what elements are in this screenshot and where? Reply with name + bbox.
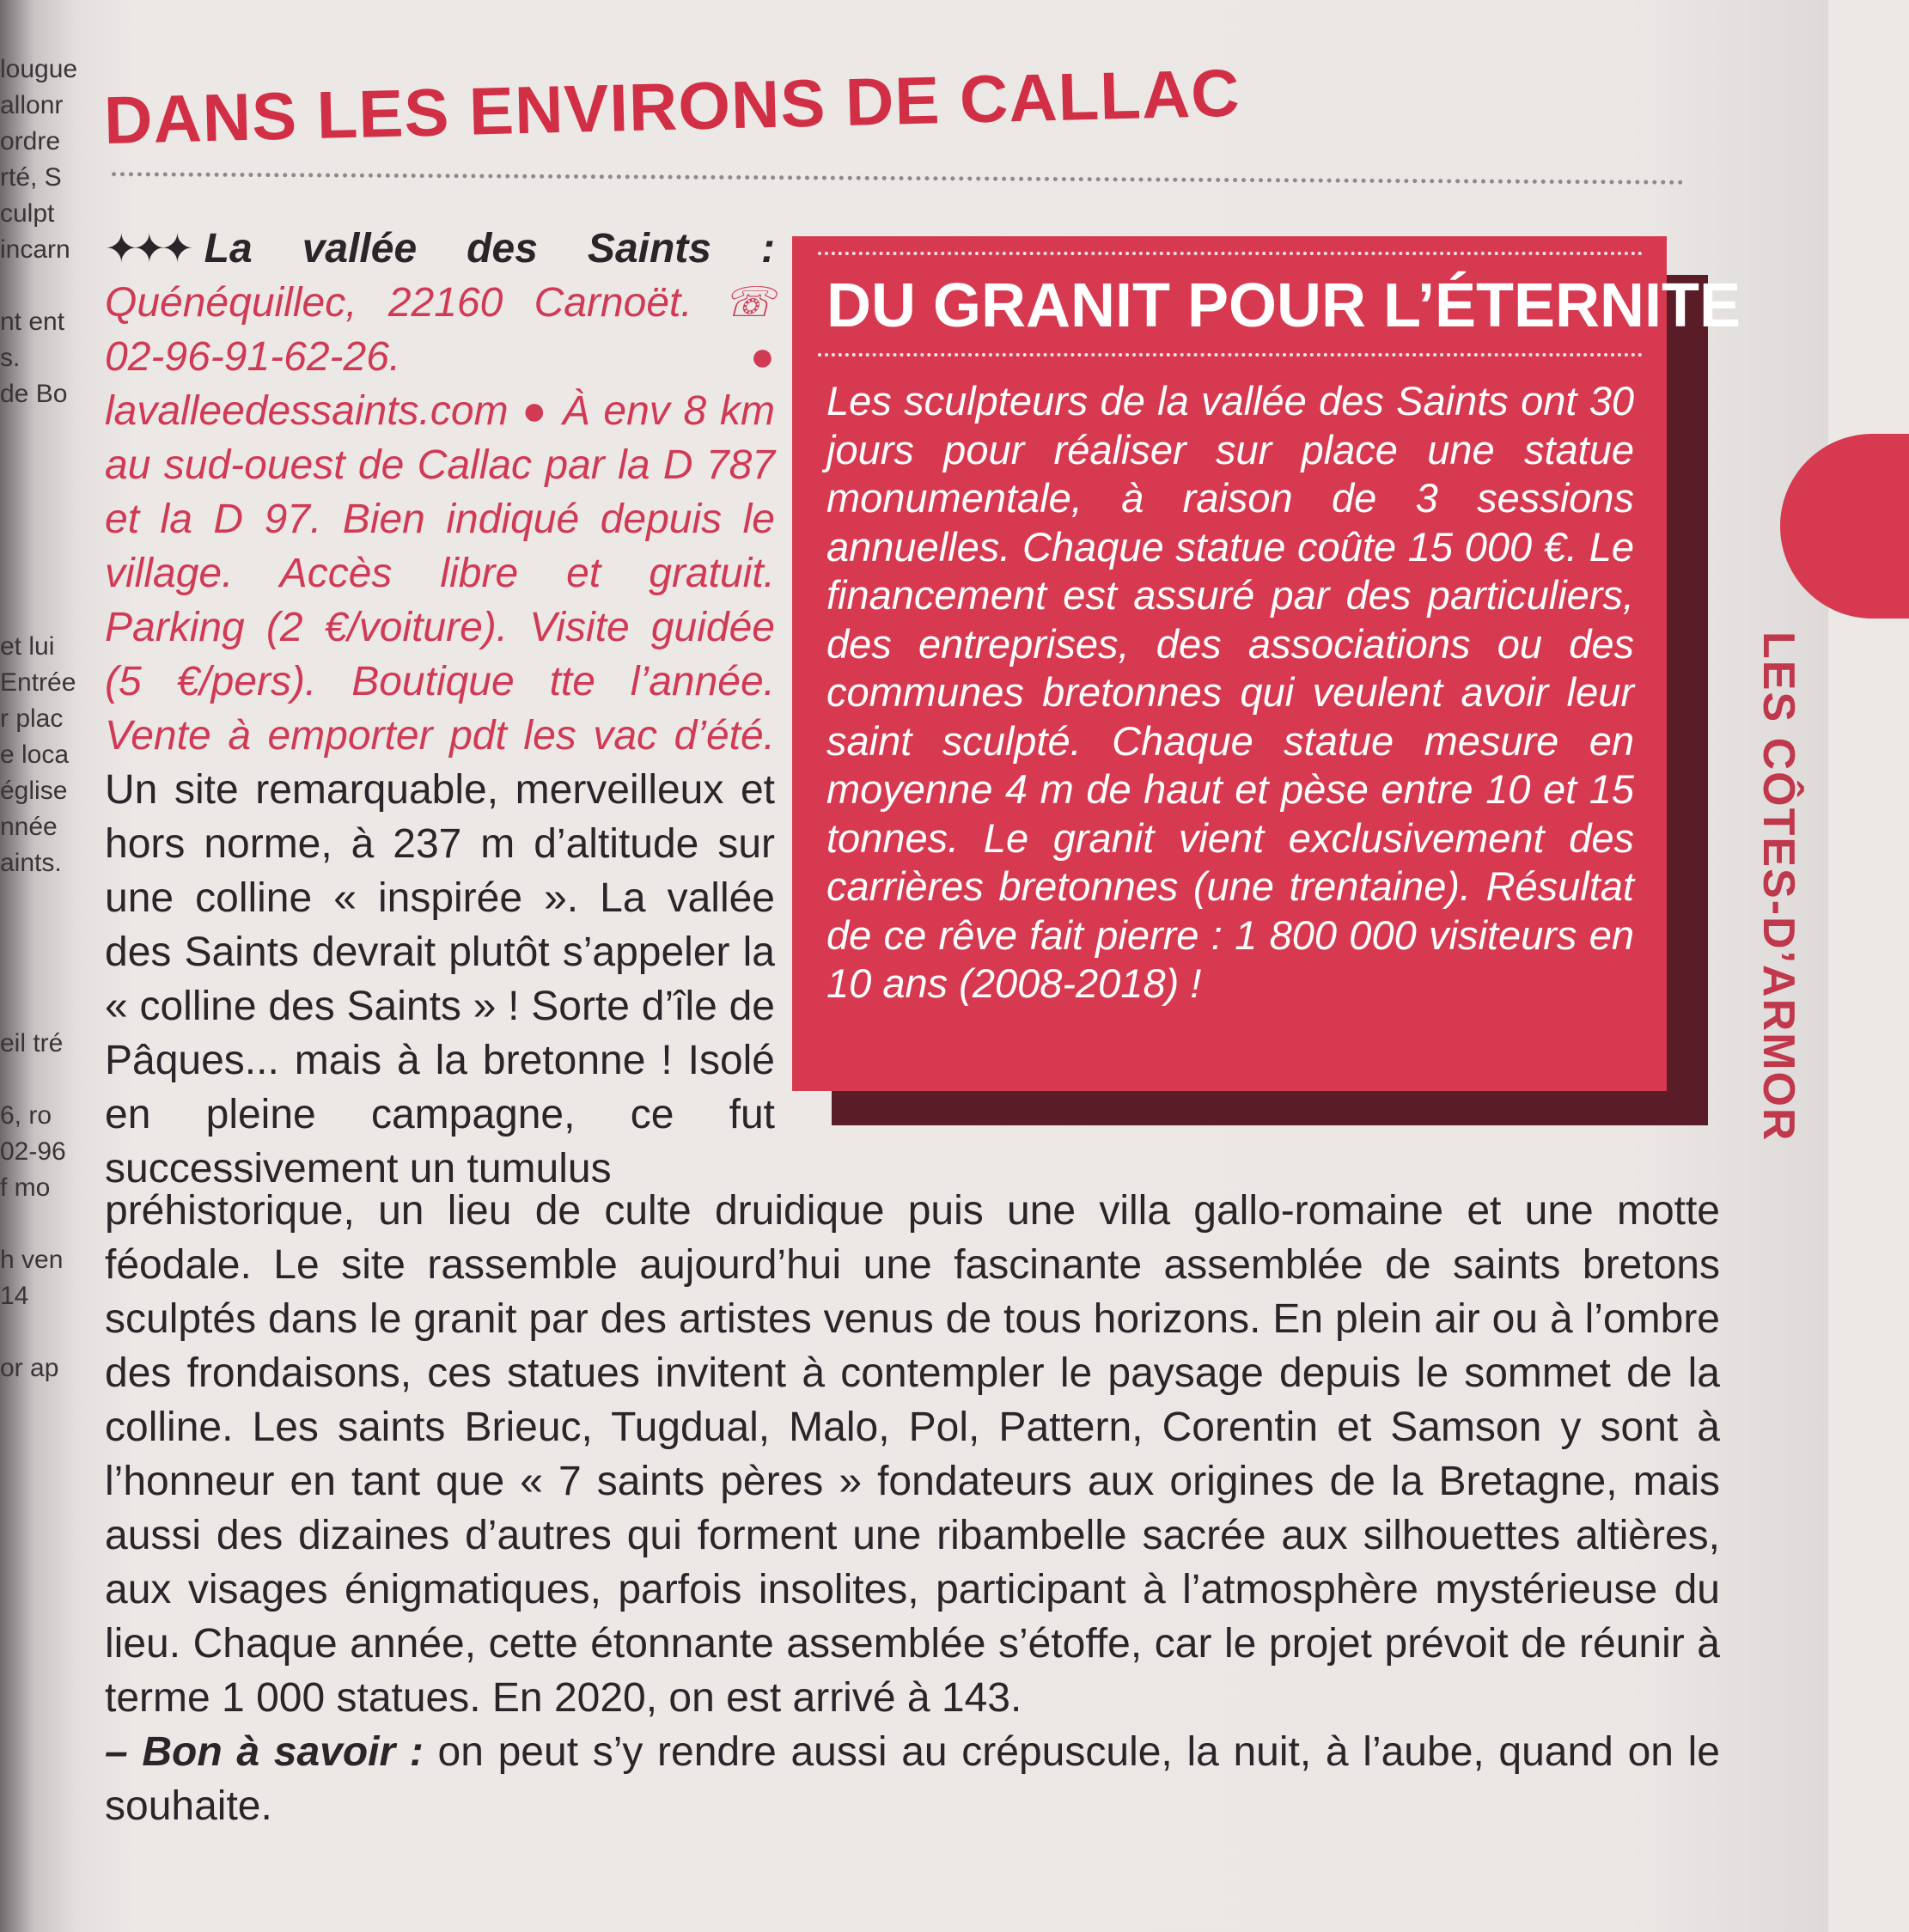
previous-page-fragment: e loca [0, 740, 70, 769]
previous-page-fragment [0, 448, 47, 485]
previous-page-fragment [0, 954, 47, 990]
previous-page-fragment: ordre [0, 127, 61, 155]
previous-page-fragment [0, 268, 47, 304]
section-title: DANS LES ENVIRONS DE CALLAC [103, 54, 1241, 158]
good-to-know-label: – Bon à savoir : [105, 1729, 424, 1775]
sidebar-title: DU GRANIT POUR L’ÉTERNITE [826, 271, 1741, 340]
previous-page-fragment [0, 593, 47, 629]
previous-page-fragment: nt ent [0, 308, 65, 336]
previous-page-fragment: lougue [0, 55, 78, 83]
chapter-label: LES CÔTES-D’ARMOR [1753, 631, 1803, 1143]
previous-page-fragment: rté, S [0, 163, 62, 192]
previous-page-fragment [0, 917, 47, 954]
entry-description-start: Un site remarquable, merveilleux et hors norme, à 237 m d’altitude sur une colline « inspirée ». La vallée des Saints devrait plutôt s’appeler la « colline des Saints » ! Sorte d’île de Pâques... mais à la bretonne ! Isolé en pleine campagne, ce fut successivement un tumulus [105, 767, 775, 1192]
previous-page-fragment: incarn [0, 235, 70, 264]
previous-page-fragment: nnée [0, 813, 58, 841]
previous-page-fragment: 02-96 [0, 1137, 66, 1166]
previous-page-fragment: s. [0, 344, 21, 372]
sidebar-top-divider [818, 252, 1643, 255]
previous-page-fragment: église [0, 777, 68, 805]
previous-page-fragment: Entrée [0, 668, 76, 697]
previous-page-fragment [0, 1062, 47, 1098]
previous-page-fragment [0, 1206, 47, 1242]
previous-page-fragment: et lui [0, 632, 55, 661]
sidebar-body: Les sculpteurs de la vallée des Saints ont 30 jours pour réaliser sur place une statue monumentale, à raison de 3 sessions annuelles. Chaque statue coûte 15 000 €. Le financement est assuré par des particuliers, des entreprises, des associations ou des communes bretonnes qui veulent avoir leur saint sculpté. Chaque statue mesure en moyenne 4 m de haut et pèse entre 10 et 15 tonnes. Le granit vient exclusivement des carrières bretonnes (une trentaine). Résultat de ce rêve fait pierre : 1 800 000 visiteurs en 10 ans (2008-2018) ! [826, 378, 1634, 1006]
sidebar-box [792, 236, 1741, 1091]
previous-page-fragment: r plac [0, 704, 64, 733]
good-to-know [105, 1725, 1720, 1833]
entry-title: La vallée des Saints : [204, 226, 775, 271]
previous-page-fragment [0, 521, 47, 557]
entry-paragraph [105, 222, 775, 1196]
previous-page-fragment [0, 557, 47, 593]
previous-page-fragment: 6, ro [0, 1101, 52, 1130]
good-to-know-text: on peut s’y rendre aussi au crépuscule, la nuit, à l’aube, quand on le souhaite. [105, 1729, 1720, 1829]
sidebar-title-divider [818, 353, 1643, 357]
previous-page-fragment [0, 412, 47, 448]
previous-page-fragment: eil tré [0, 1029, 64, 1057]
previous-page-fragment: de Bo [0, 380, 68, 408]
entry-practical-info: Quénéquillec, 22160 Carnoët. ☏ 02-96-91-62-26. ● lavalleedessaints.com ● À env 8 km au sud-ouest de Callac par la D 787 et la D 97. Bien indiqué depuis le village. Accès libre et gratuit. Parking (2 €/voiture). Visite guidée (5 €/pers). Boutique tte l’année. Vente à emporter pdt les vac d’été. [105, 280, 775, 759]
previous-page-fragment: aints. [0, 849, 62, 877]
previous-page-fragment: h ven [0, 1246, 64, 1274]
previous-page-fragment: or ap [0, 1354, 59, 1382]
previous-page-fragment: culpt [0, 199, 55, 228]
previous-page-fragment [0, 1314, 47, 1350]
previous-page-edge [0, 52, 78, 1924]
previous-page-fragment: f mo [0, 1173, 51, 1202]
rating-icon: ✦✦✦ [105, 226, 189, 271]
previous-page-fragment [0, 990, 47, 1026]
previous-page-fragment [0, 881, 47, 917]
entry-continued [105, 1184, 1720, 1833]
entry-description-continued: préhistorique, un lieu de culte druidique puis une villa gallo-romaine et une motte féodale. Le site rassemble aujourd’hui une fascinante assemblée de saints bretons sculptés dans le granit par des artistes venus de tous horizons. En plein air ou à l’ombre des frondaisons, ces statues invitent à contempler le paysage depuis le sommet de la colline. Les saints Brieuc, Tugdual, Malo, Pol, Pattern, Corentin et Samson y sont à l’honneur en tant que « 7 saints pères » fondateurs aux origines de la Bretagne, mais aussi des dizaines d’autres qui forment une ribambelle sacrée aux silhouettes altières, aux visages énigmatiques, parfois insolites, participant à l’atmosphère mystérieuse du lieu. Chaque année, cette étonnante assemblée s’étoffe, car le projet prévoit de réunir à terme 1 000 statues. En 2020, on est arrivé à 143. [105, 1188, 1720, 1721]
previous-page-fragment: allonr [0, 91, 64, 119]
previous-page-fragment: 14 [0, 1282, 29, 1310]
previous-page-fragment [0, 485, 47, 521]
entry-left-column [105, 222, 775, 1196]
